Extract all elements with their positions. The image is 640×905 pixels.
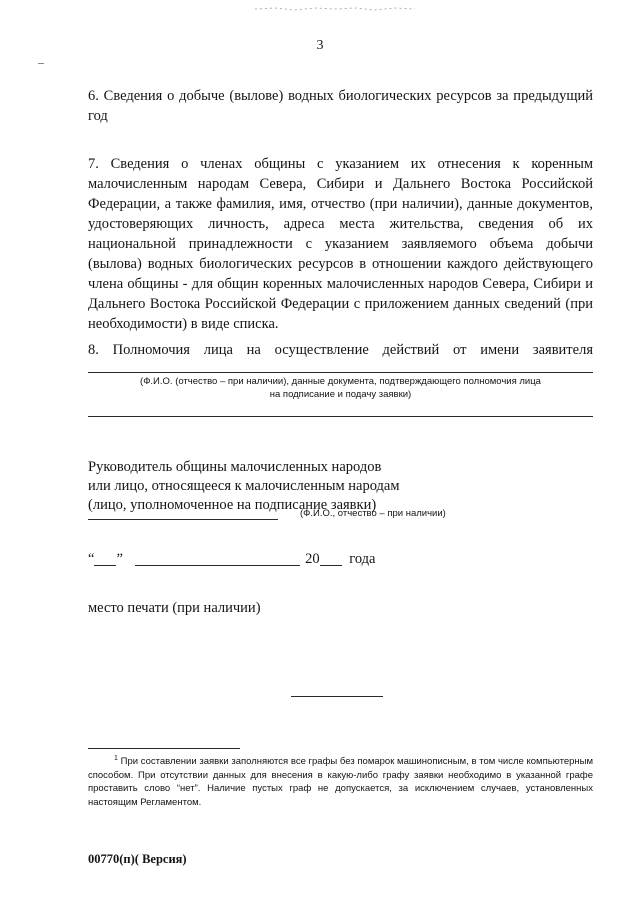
section-6-text: 6. Сведения о добыче (вылове) водных биологических ресурсов за предыдущий год — [88, 88, 593, 124]
scan-mark — [38, 63, 44, 64]
signatory-line-2: или лицо, относящееся к малочисленным народам — [88, 478, 400, 494]
seal-place-label: место печати (при наличии) — [88, 600, 261, 616]
footnote-text: При составлении заявки заполняются все графы без помарок машинописным, в том числе компьютерным способом. При отсутствии данных для внесения в какую-либо графу заявки необходимо в указанной графе проставить слово “нет”. Наличие пустых граф не допускается, за исключением случаев, установленных настоящим Регламентом. — [88, 756, 593, 808]
signatory-line-3: (лицо, уполномоченное на подписание заявки) — [88, 497, 377, 513]
page-end-line — [291, 696, 383, 697]
section-8-caption — [88, 375, 593, 401]
section-8-text: 8. Полномочия лица на осуществление действий от имени заявителя — [88, 342, 593, 358]
footnote-marker: 1 — [114, 755, 118, 762]
signature-fio-caption: (Ф.И.О., отчество – при наличии) — [300, 508, 446, 519]
section-8-caption-line-2: на подписание и подачу заявки) — [269, 389, 412, 400]
section-8-fill-line — [88, 372, 593, 373]
signatory-block — [88, 458, 488, 515]
date-close-quote: ” — [116, 551, 123, 567]
signature-fill-line — [88, 519, 278, 520]
page-number: 3 — [316, 38, 324, 53]
date-open-quote: “ — [88, 551, 95, 567]
section-8-fill-line-2 — [88, 416, 593, 417]
footnote — [88, 752, 593, 809]
date-day-blank — [94, 551, 116, 566]
date-year-blank — [320, 551, 342, 566]
date-century: 20 — [305, 551, 320, 567]
signatory-line-1: Руководитель общины малочисленных народов — [88, 459, 382, 475]
date-suffix: года — [349, 551, 376, 567]
date-month-blank — [135, 551, 300, 566]
document-code: 00770(п)( Версия) — [88, 852, 187, 866]
scan-speckle — [255, 5, 415, 13]
date-line — [88, 551, 375, 568]
section-7-text: 7. Сведения о членах общины с указанием их отнесения к коренным малочисленным народам Севера, Сибири и Дальнего Востока Российской Федерации, а также фамилия, имя, отчество (при наличии), данные документов, удостоверяющих личность, адреса места жительства, сведения об их национальной принадлежности с указанием заявляемого объема добычи (вылова) водных биологических ресурсов в отношении каждого действующего члена общины - для общин коренных малочисленных народов Севера, Сибири и Дальнего Востока Российской Федерации с приложением данных сведений (при необходимости) в виде списка. — [88, 156, 593, 332]
footnote-separator — [88, 748, 240, 749]
section-8-caption-line-1: (Ф.И.О. (отчество – при наличии), данные документа, подтверждающего полномочия лица — [140, 376, 541, 387]
